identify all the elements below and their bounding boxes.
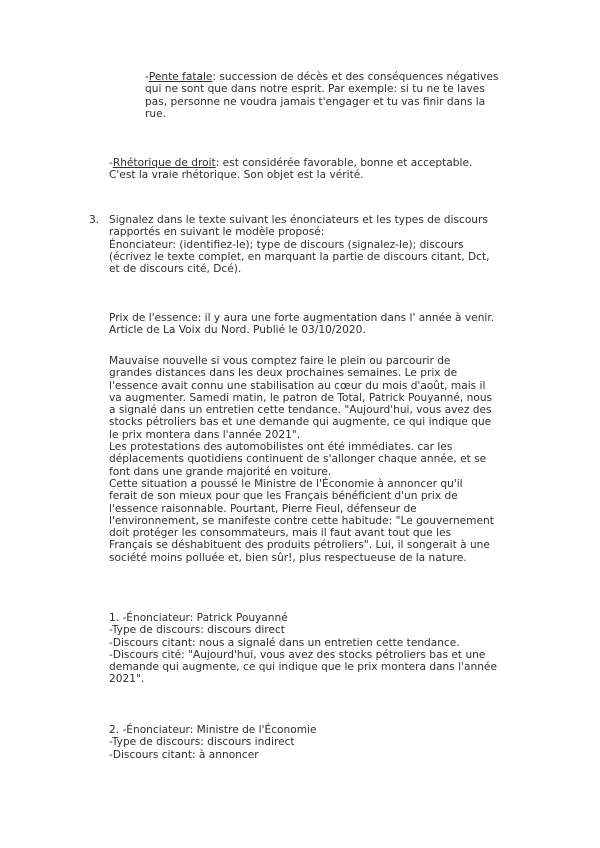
answer-1: 1. -Énonciateur: Patrick Pouyanné -Type de discours: discours direct -Discours citant: nous a signalé dans un entretien cette tendance. -Discours cité: "Aujourd'hui, vous avez des stocks pétroliers bas et une demande qui augmente, ce qui indique que le prix montera dans l'année 2021". bbox=[109, 612, 497, 686]
term-rhetorique-droit: Rhétorique de droit bbox=[112, 157, 216, 169]
question-number: 3. bbox=[89, 214, 100, 226]
question-3: 3. Signalez dans le texte suivant les énonciateurs et les types de discours rapportés en suivant le modèle proposé: Énonciateur: (identifiez-le); type de discours (signalez-le); discours (écrivez le texte complet, en marquant la partie de discours citant, Dct, et de discours cité, Dcé). bbox=[89, 214, 490, 276]
article-body: Mauvaise nouvelle si vous comptez faire le plein ou parcourir de grandes distances dans les deux prochaines semaines. Le prix de l'essence avait connu une stabilisation au cœur du mois d'août, mais il va augmenter. Samedi matin, le patron de Total, Patrick Pouyanné, nous a signalé dans un entretien cette tendance. "Aujourd'hui, vous avez des stocks pétroliers bas et une demande qui augmente, ce qui indique que le prix montera dans l'année 2021". Les protestations des automobilistes ont été immédiates. car les déplacements quotidiens continuent de s'allonger chaque année, et se font dans une grande majorité en voiture. Cette situation a poussé le Ministre de l'Économie à annoncer qu'il ferait de son mieux pour que les Français bénéficient d'un prix de l'essence raisonnable. Pourtant, Pierre Fieul, défenseur de l'environnement, se manifeste contre cette habitude: "Le gouvernement doit protéger les consommateurs, mais il faut avant tout que les Français se déshabituent des produits pétroliers". Lui, il songerait à une société moins polluée et, bien sûr!, plus respectueuse de la nature. bbox=[109, 355, 494, 564]
definition-rhetorique-droit: -Rhétorique de droit: est considérée favorable, bonne et acceptable. C'est la vraie rhétorique. Son objet est la vérité. bbox=[109, 157, 473, 182]
definition-pente-fatale: -Pente fatale: succession de décès et des conséquences négatives qui ne sont que dans notre esprit. Par exemple: si tu ne te laves pas, personne ne voudra jamais t'engager et tu vas finir dans la rue. bbox=[145, 71, 499, 120]
article-heading: Prix de l'essence: il y aura une forte augmentation dans l' année à venir. Article de La Voix du Nord. Publié le 03/10/2020. bbox=[109, 312, 495, 337]
term-pente-fatale: Pente fatale bbox=[148, 71, 213, 83]
answer-2: 2. -Énonciateur: Ministre de l'Économie -Type de discours: discours indirect -Discours citant: à annoncer bbox=[109, 724, 317, 761]
